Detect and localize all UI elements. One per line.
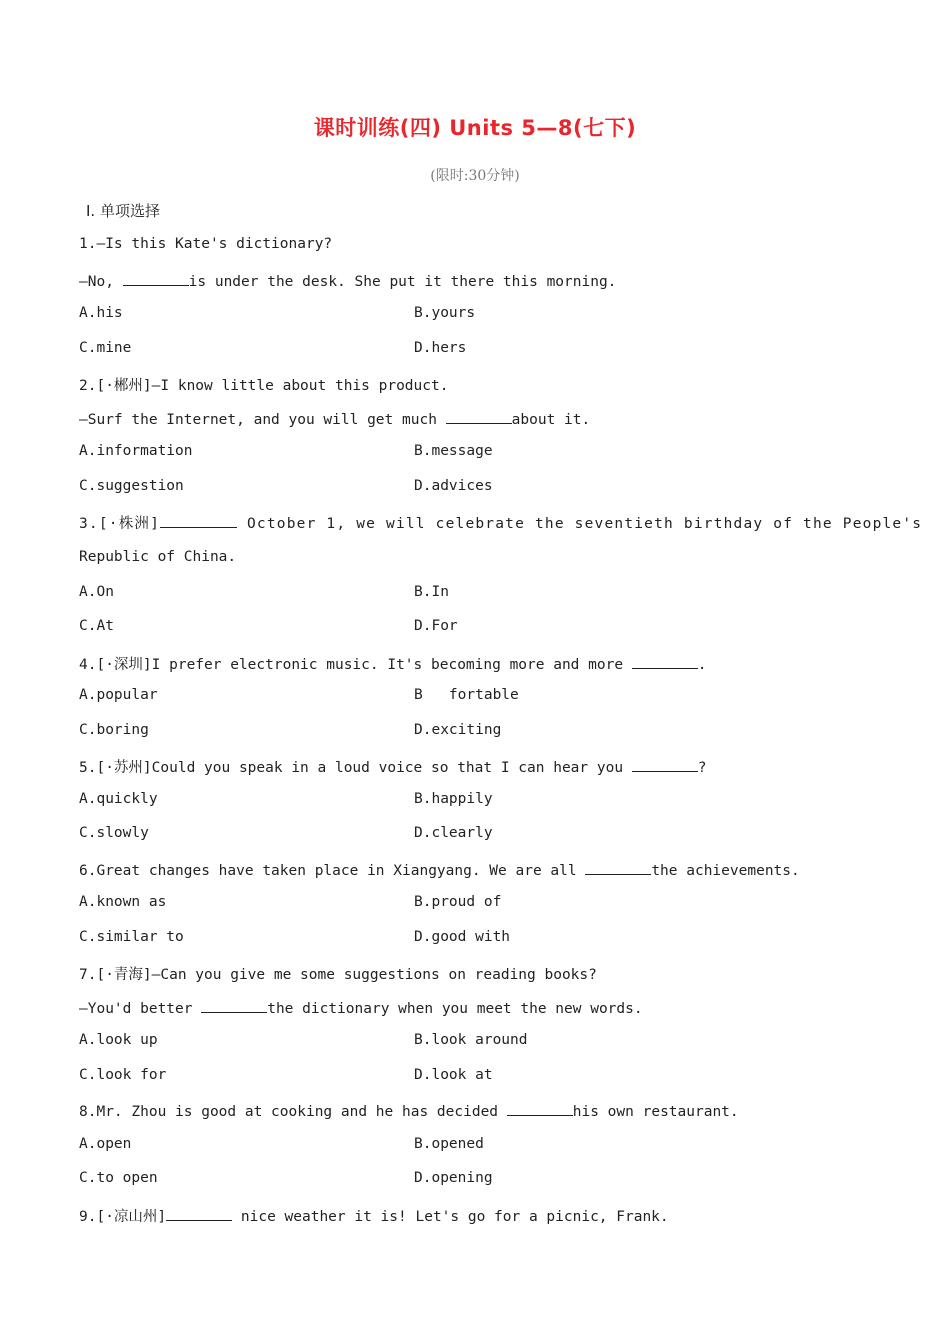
question-1-option-b: B.yours <box>414 305 476 321</box>
question-7-option-b: B.look around <box>414 1032 528 1048</box>
answer-blank <box>507 1101 573 1116</box>
question-1-stem: 1.—Is this Kate's dictionary? <box>79 236 333 252</box>
question-3-option-b: B.In <box>414 584 449 600</box>
answer-blank <box>123 271 189 286</box>
question-5-stem: 5.[·苏州]Could you speak in a loud voice so that I can hear you ? <box>79 756 707 777</box>
question-1-option-d: D.hers <box>414 340 467 356</box>
question-8-stem: 8.Mr. Zhou is good at cooking and he has decided his own restaurant. <box>79 1101 739 1120</box>
question-5-option-d: D.clearly <box>414 825 493 841</box>
question-7-option-a: A.look up <box>79 1032 158 1048</box>
question-4-option-a: A.popular <box>79 687 158 703</box>
question-5-option-a: A.quickly <box>79 791 158 807</box>
question-4-option-d: D.exciting <box>414 722 502 738</box>
answer-blank <box>446 409 512 424</box>
question-8-option-d: D.opening <box>414 1170 493 1186</box>
answer-blank <box>160 513 237 528</box>
question-3-stem-continued: Republic of China. <box>79 549 237 565</box>
answer-blank <box>166 1206 232 1221</box>
question-3-stem: 3.[·株洲] October 1, we will celebrate the seventieth birthday of the People's <box>79 512 922 533</box>
question-7-option-d: D.look at <box>414 1067 493 1083</box>
time-limit: (限时:30分钟) <box>430 168 520 184</box>
question-2-answer-line: —Surf the Internet, and you will get much about it. <box>79 409 590 428</box>
question-5-option-c: C.slowly <box>79 825 149 841</box>
question-3-option-c: C.At <box>79 618 114 634</box>
question-4-option-c: C.boring <box>79 722 149 738</box>
question-7-answer-line: —You'd better the dictionary when you meet the new words. <box>79 998 643 1017</box>
answer-blank <box>632 757 698 772</box>
question-6-option-d: D.good with <box>414 929 511 945</box>
question-6-option-b: B.proud of <box>414 894 502 910</box>
answer-blank <box>632 654 698 669</box>
section-heading: Ⅰ. 单项选择 <box>86 202 160 220</box>
answer-blank <box>201 998 267 1013</box>
question-1-answer-line: —No, is under the desk. She put it there this morning. <box>79 271 616 290</box>
question-4-option-b: B fortable <box>414 687 519 703</box>
question-2-stem: 2.[·郴州]—I know little about this product. <box>79 378 449 394</box>
question-8-option-a: A.open <box>79 1136 132 1152</box>
question-9-stem: 9.[·凉山州] nice weather it is! Let's go for a picnic, Frank. <box>79 1205 669 1226</box>
question-4-stem: 4.[·深圳]I prefer electronic music. It's becoming more and more . <box>79 653 707 674</box>
answer-blank <box>585 860 651 875</box>
question-1-option-c: C.mine <box>79 340 132 356</box>
question-7-stem: 7.[·青海]—Can you give me some suggestions on reading books? <box>79 967 597 983</box>
question-2-option-c: C.suggestion <box>79 478 184 494</box>
question-2-option-a: A.information <box>79 443 193 459</box>
question-6-stem: 6.Great changes have taken place in Xiangyang. We are all the achievements. <box>79 860 800 879</box>
question-8-option-b: B.opened <box>414 1136 484 1152</box>
question-5-option-b: B.happily <box>414 791 493 807</box>
question-8-option-c: C.to open <box>79 1170 158 1186</box>
question-3-option-d: D.For <box>414 618 458 634</box>
question-2-option-d: D.advices <box>414 478 493 494</box>
question-2-option-b: B.message <box>414 443 493 459</box>
page-title: 课时训练(四) Units 5—8(七下) <box>313 116 637 140</box>
question-6-option-c: C.similar to <box>79 929 184 945</box>
question-3-option-a: A.On <box>79 584 114 600</box>
question-1-option-a: A.his <box>79 305 123 321</box>
question-6-option-a: A.known as <box>79 894 167 910</box>
question-7-option-c: C.look for <box>79 1067 167 1083</box>
